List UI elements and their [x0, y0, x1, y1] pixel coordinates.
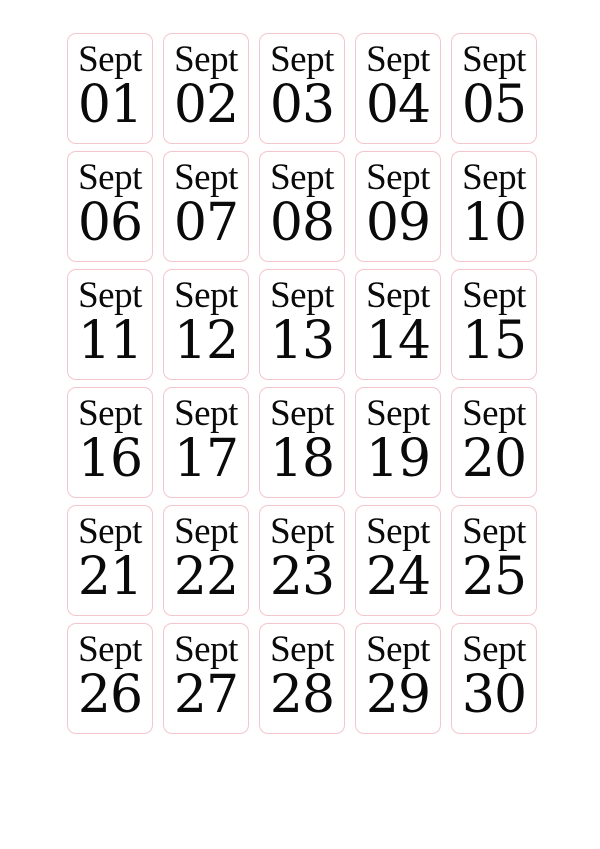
- date-tag: [163, 269, 249, 380]
- date-tag: [451, 387, 537, 498]
- month-label: Sept: [366, 629, 430, 670]
- day-number: 16: [77, 429, 143, 489]
- day-number: 23: [269, 547, 335, 607]
- day-number: 14: [365, 311, 431, 371]
- month-label: Sept: [462, 157, 526, 198]
- date-tag: [355, 33, 441, 144]
- date-tag: [355, 623, 441, 734]
- date-tag: [355, 387, 441, 498]
- date-tag: [163, 505, 249, 616]
- date-tag: [259, 387, 345, 498]
- date-tag: [67, 505, 153, 616]
- month-label: Sept: [366, 275, 430, 316]
- day-number: 28: [269, 665, 335, 725]
- day-number: 02: [173, 75, 239, 135]
- day-number: 01: [77, 75, 143, 135]
- month-label: Sept: [270, 393, 334, 434]
- date-tag: [259, 269, 345, 380]
- day-number: 03: [269, 75, 335, 135]
- month-label: Sept: [78, 157, 142, 198]
- month-label: Sept: [462, 39, 526, 80]
- month-label: Sept: [462, 629, 526, 670]
- month-label: Sept: [174, 39, 238, 80]
- day-number: 17: [173, 429, 239, 489]
- date-tag: [163, 623, 249, 734]
- date-tag: [163, 387, 249, 498]
- month-label: Sept: [270, 39, 334, 80]
- month-label: Sept: [174, 393, 238, 434]
- month-label: Sept: [78, 511, 142, 552]
- date-tag: [451, 623, 537, 734]
- month-label: Sept: [78, 275, 142, 316]
- date-tag: [67, 623, 153, 734]
- month-label: Sept: [174, 157, 238, 198]
- month-label: Sept: [174, 511, 238, 552]
- day-number: 15: [461, 311, 527, 371]
- day-number: 20: [461, 429, 527, 489]
- month-label: Sept: [78, 39, 142, 80]
- date-tag: [355, 505, 441, 616]
- day-number: 21: [77, 547, 143, 607]
- day-number: 27: [173, 665, 239, 725]
- date-tag: [67, 33, 153, 144]
- day-number: 11: [77, 311, 143, 371]
- month-label: Sept: [462, 393, 526, 434]
- day-number: 06: [77, 193, 143, 253]
- date-tag: [355, 151, 441, 262]
- day-number: 25: [461, 547, 527, 607]
- day-number: 29: [365, 665, 431, 725]
- date-tag: [451, 33, 537, 144]
- date-tag: [259, 505, 345, 616]
- date-tag: [67, 269, 153, 380]
- date-tag: [67, 387, 153, 498]
- month-label: Sept: [174, 629, 238, 670]
- date-tag: [451, 505, 537, 616]
- day-number: 22: [173, 547, 239, 607]
- date-tag: [163, 151, 249, 262]
- date-tag: [451, 269, 537, 380]
- day-number: 30: [461, 665, 527, 725]
- day-number: 04: [365, 75, 431, 135]
- date-tag: [163, 33, 249, 144]
- day-number: 13: [269, 311, 335, 371]
- date-tag: [259, 623, 345, 734]
- month-label: Sept: [78, 629, 142, 670]
- date-tag-sheet: [67, 33, 539, 734]
- month-label: Sept: [366, 157, 430, 198]
- month-label: Sept: [462, 511, 526, 552]
- month-label: Sept: [366, 511, 430, 552]
- day-number: 12: [173, 311, 239, 371]
- date-tag: [259, 33, 345, 144]
- day-number: 26: [77, 665, 143, 725]
- month-label: Sept: [366, 393, 430, 434]
- day-number: 08: [269, 193, 335, 253]
- month-label: Sept: [270, 157, 334, 198]
- date-tag: [259, 151, 345, 262]
- month-label: Sept: [78, 393, 142, 434]
- month-label: Sept: [270, 511, 334, 552]
- month-label: Sept: [270, 275, 334, 316]
- date-tag: [355, 269, 441, 380]
- day-number: 18: [269, 429, 335, 489]
- day-number: 07: [173, 193, 239, 253]
- month-label: Sept: [174, 275, 238, 316]
- day-number: 05: [461, 75, 527, 135]
- day-number: 19: [365, 429, 431, 489]
- month-label: Sept: [270, 629, 334, 670]
- month-label: Sept: [462, 275, 526, 316]
- day-number: 24: [365, 547, 431, 607]
- day-number: 10: [461, 193, 527, 253]
- day-number: 09: [365, 193, 431, 253]
- date-tag: [451, 151, 537, 262]
- date-tag: [67, 151, 153, 262]
- month-label: Sept: [366, 39, 430, 80]
